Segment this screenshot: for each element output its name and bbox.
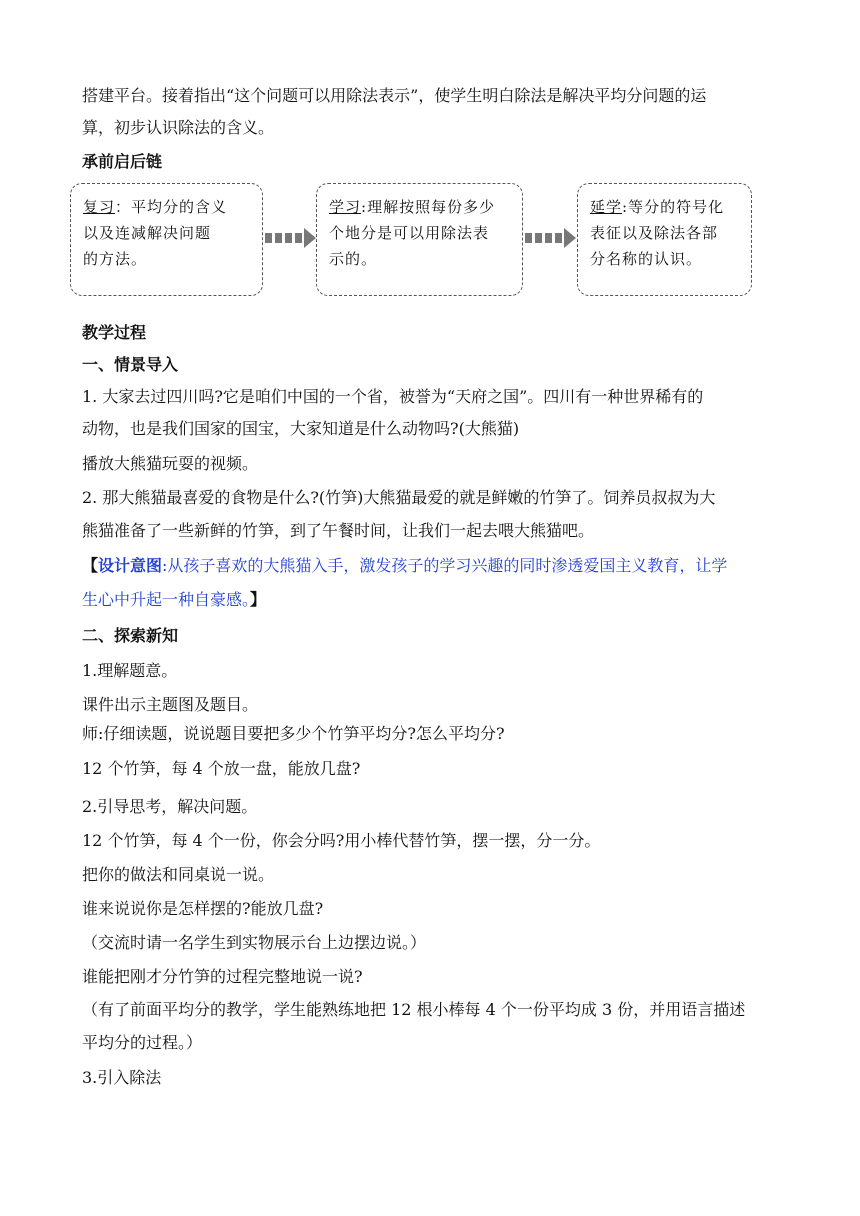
section2-step1-a: 课件出示主题图及题目。 <box>82 695 259 714</box>
flow-box-review-line-2: 以及连减解决问题 <box>83 224 212 242</box>
section2-step3: 3.引入除法 <box>82 1068 162 1087</box>
design-intent-text-1: :从孩子喜欢的大熊猫入手，激发孩子的学习兴趣的同时渗透爱国主义教育，让学 <box>162 556 728 575</box>
section2-step2-d: （交流时请一名学生到实物展示台上边摆边说。） <box>82 933 427 952</box>
flow-box-learn-sep: : <box>361 198 368 216</box>
flow-box-review-line-1: 平均分的含义 <box>131 198 228 216</box>
design-intent-line2 <box>82 589 266 611</box>
design-intent-close-bracket: 】 <box>250 590 267 609</box>
flow-arrow-2-icon <box>525 228 577 248</box>
intro-line-1: 搭建平台。接着指出“这个问题可以用除法表示”，使学生明白除法是解决平均分问题的运 <box>82 86 707 105</box>
flow-box-extend-line-3: 分名称的认识。 <box>590 250 703 268</box>
section1-para1-line3: 播放大熊猫玩耍的视频。 <box>82 454 259 473</box>
flow-box-extend <box>577 183 752 296</box>
section2-step2-c: 谁来说说你是怎样摆的?能放几盘? <box>82 899 324 918</box>
section2-heading: 二、探索新知 <box>82 626 179 645</box>
section2-step2-f: （有了前面平均分的教学，学生能熟练地把 12 根小棒每 4 个一份平均成 3 份，并用语言描述 <box>82 1000 746 1019</box>
flow-box-learn <box>316 183 523 296</box>
flow-box-review-tag: 复习 <box>83 198 116 216</box>
section1-para1-line1: 1. 大家去过四川吗?它是咱们中国的一个省，被誉为“天府之国”。四川有一种世界稀有的 <box>82 387 704 406</box>
intro-line-2: 算，初步认识除法的含义。 <box>82 118 275 137</box>
section2-step2: 2.引导思考，解决问题。 <box>82 797 258 816</box>
section2-step2-b: 把你的做法和同桌说一说。 <box>82 865 275 884</box>
section1-heading: 一、情景导入 <box>82 355 179 374</box>
flow-box-extend-line-2: 表征以及除法各部 <box>590 224 719 242</box>
design-intent-open-bracket: 【 <box>82 556 99 575</box>
section2-step2-g: 平均分的过程。） <box>82 1033 203 1052</box>
flow-box-learn-line-3: 示的。 <box>329 250 378 268</box>
design-intent-text-2: 生心中升起一种自豪感。 <box>82 590 251 609</box>
section1-para2-line1: 2. 那大熊猫最喜爱的食物是什么?(竹笋)大熊猫最爱的就是鲜嫩的竹笋了。饲养员叔叔为大 <box>82 488 716 507</box>
flow-box-learn-tag: 学习 <box>329 198 362 216</box>
flow-box-learn-line-1: 理解按照每份多少 <box>367 198 496 216</box>
design-intent-label: 设计意图 <box>98 556 163 575</box>
design-intent-line1 <box>82 555 727 577</box>
flow-box-review <box>70 183 263 296</box>
flow-box-review-line-3: 的方法。 <box>83 250 148 268</box>
section2-step2-a: 12 个竹笋，每 4 个一份，你会分吗?用小棒代替竹笋，摆一摆，分一分。 <box>82 831 601 850</box>
section1-para2-line2: 熊猫准备了一些新鲜的竹笋，到了午餐时间，让我们一起去喂大熊猫吧。 <box>82 521 595 540</box>
section2-step1-c: 12 个竹笋，每 4 个放一盘，能放几盘? <box>82 759 361 778</box>
flow-box-extend-tag: 延学 <box>590 198 623 216</box>
connect-heading: 承前启后链 <box>82 152 163 171</box>
flow-box-review-sep: ： <box>115 198 132 216</box>
section2-step1: 1.理解题意。 <box>82 661 178 680</box>
flow-arrow-1-icon <box>265 228 317 248</box>
section2-step1-b: 师:仔细读题，说说题目要把多少个竹笋平均分?怎么平均分? <box>82 724 505 743</box>
section2-step2-e: 谁能把刚才分竹笋的过程完整地说一说? <box>82 967 363 986</box>
flow-box-extend-line-1: 等分的符号化 <box>628 198 725 216</box>
process-heading: 教学过程 <box>82 323 147 342</box>
flow-box-learn-line-2: 个地分是可以用除法表 <box>329 224 490 242</box>
section1-para1-line2: 动物，也是我们国家的国宝，大家知道是什么动物吗?(大熊猫) <box>82 419 520 438</box>
flow-box-extend-sep: : <box>622 198 629 216</box>
